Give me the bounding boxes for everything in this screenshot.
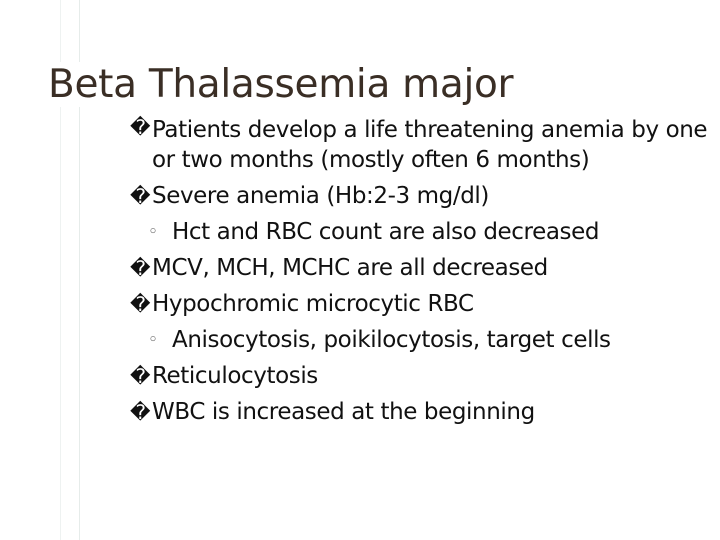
list-item bbox=[130, 112, 710, 178]
bullet-icon: � bbox=[130, 115, 151, 139]
sub-bullet-icon: ◦ bbox=[148, 222, 158, 242]
bullet-icon: � bbox=[130, 400, 151, 424]
list-item-text: Hypochromic microcytic RBC bbox=[152, 291, 474, 317]
list-item-text: Reticulocytosis bbox=[152, 363, 318, 389]
sub-bullet-icon: ◦ bbox=[148, 330, 158, 350]
sub-list-item bbox=[130, 322, 710, 358]
sub-list-item-text: Hct and RBC count are also decreased bbox=[172, 219, 600, 245]
list-item bbox=[130, 250, 710, 286]
list-item-text: Patients develop a life threatening anemia by one or two months (mostly often 6 months) bbox=[152, 117, 708, 173]
slide-title: Beta Thalassemia major bbox=[48, 62, 519, 107]
sub-list-item bbox=[130, 214, 710, 250]
bullet-icon: � bbox=[130, 184, 151, 208]
sub-list-item-text: Anisocytosis, poikilocytosis, target cells bbox=[172, 327, 611, 353]
bullet-icon: � bbox=[130, 364, 151, 388]
list-item bbox=[130, 178, 710, 214]
list-item-text: Severe anemia (Hb:2-3 mg/dl) bbox=[152, 183, 489, 209]
bullet-icon: � bbox=[130, 256, 151, 280]
list-item bbox=[130, 394, 710, 430]
list-item-text: MCV, MCH, MCHC are all decreased bbox=[152, 255, 548, 281]
bullet-icon: � bbox=[130, 292, 151, 316]
list-item bbox=[130, 358, 710, 394]
list-item-text: WBC is increased at the beginning bbox=[152, 399, 535, 425]
list-item bbox=[130, 286, 710, 322]
bullet-list bbox=[130, 112, 710, 430]
